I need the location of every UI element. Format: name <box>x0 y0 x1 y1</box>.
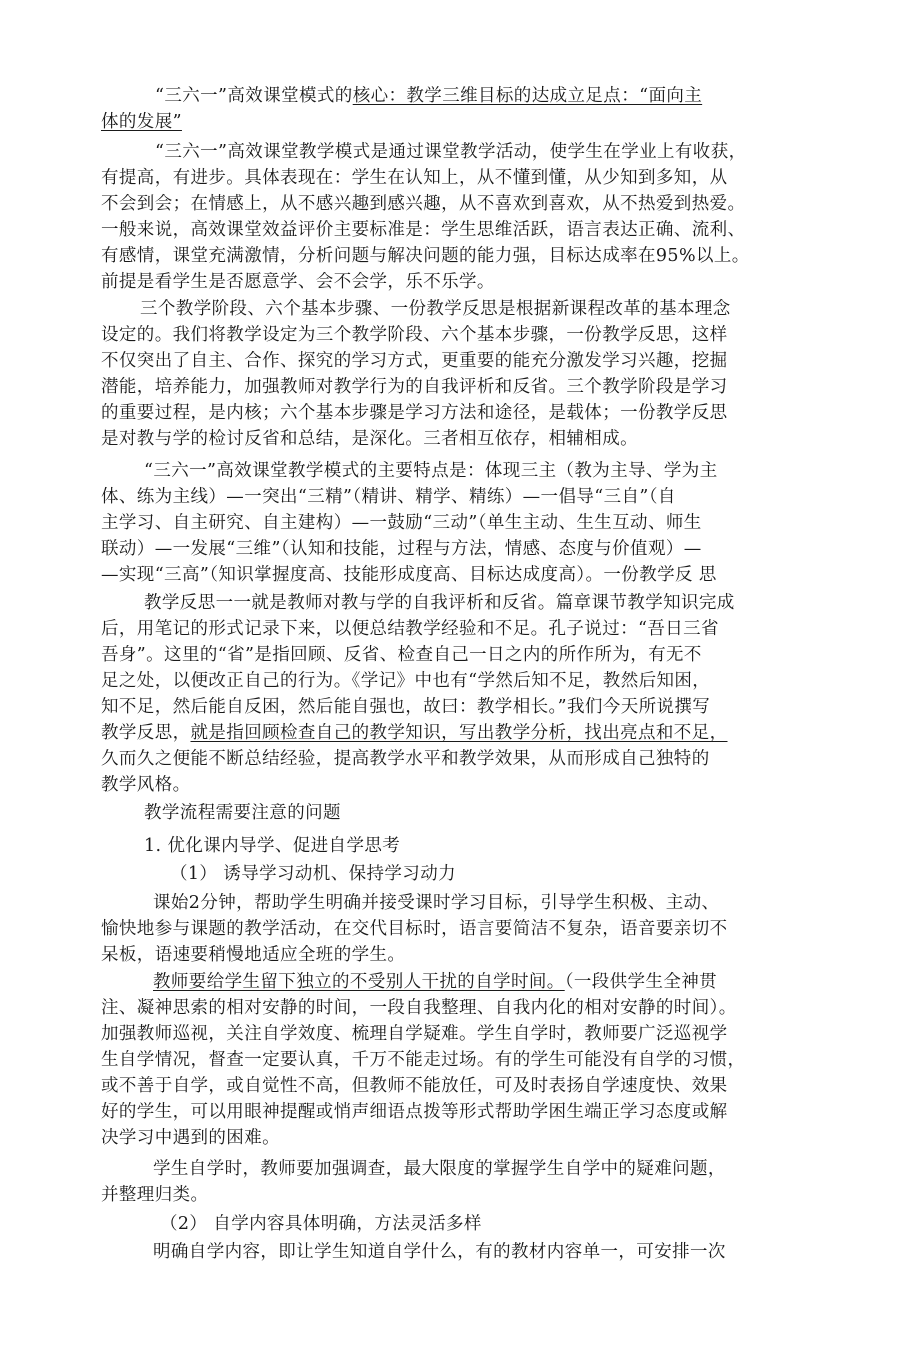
paragraph-line: 有感情，课堂充满激情，分析问题与解决问题的能力强，目标达成率在95%以上。 <box>101 246 750 266</box>
text-span: （一段供学生全神贯 <box>564 972 718 992</box>
paragraph-line: 吾身”。这里的“省”是指回顾、反省、检查自己一日之内的所作所为，有无不 <box>101 645 702 665</box>
paragraph-line: 愉快地参与课题的教学活动，在交代目标时，语言要简洁不复杂，语音要亲切不 <box>101 919 728 939</box>
paragraph-line: 联动）—一发展“三维”（认知和技能，过程与方法，情感、态度与价值观）— <box>101 539 702 559</box>
paragraph-line: 学生自学时，教师要加强调查，最大限度的掌握学生自学中的疑难问题， <box>153 1159 726 1179</box>
paragraph-line: “三六一”高效课堂教学模式是通过课堂教学活动，使学生在学业上有收获， <box>155 142 747 162</box>
title-part-plain: “三六一”高效课堂模式的 <box>155 86 353 106</box>
paragraph-line: 有提高，有进步。具体表现在：学生在认知上，从不懂到懂，从少知到多知，从 <box>101 168 728 188</box>
title-part-underlined: 核心：教学三维目标的达成立足点：“面向主 <box>352 86 703 106</box>
paragraph-line: 决学习中遇到的困难。 <box>101 1128 280 1148</box>
underlined-span: 教师要给学生留下独立的不受别人干扰的自学时间。 <box>153 972 565 992</box>
paragraph-line: 设定的。我们将教学设定为三个教学阶段、六个基本步骤，一份教学反思，这样 <box>101 325 728 345</box>
paragraph-line: 是对教与学的检讨反省和总结，是深化。三者相互依存，相辅相成。 <box>101 429 638 449</box>
paragraph-line: —实现“三高”（知识掌握度高、技能形成度高、目标达成度高）。一份教学反 思 <box>101 565 717 585</box>
paragraph-line: 主学习、自主研究、自主建构）—一鼓励“三动”（单生主动、生生互动、师生 <box>101 513 702 533</box>
paragraph-line: 课始2分钟，帮助学生明确并接受课时学习目标，引导学生积极、主动、 <box>153 893 720 913</box>
paragraph-line: 并整理归类。 <box>101 1185 209 1205</box>
paragraph-line: 不会到会；在情感上，从不感兴趣到感兴趣，从不喜欢到喜欢，从不热爱到热爱。 <box>101 194 746 214</box>
sub-subsection-heading: （1） 诱导学习动机、保持学习动力 <box>170 864 456 884</box>
underlined-span: 就是指回顾检查自己的教学知识，写出教学分析，找出亮点和不足， <box>190 723 728 743</box>
paragraph-line: 好的学生，可以用眼神提醒或悄声细语点拨等形式帮助学困生端正学习态度或解 <box>101 1102 728 1122</box>
paragraph-line: 不仅突出了自主、合作、探究的学习方式，更重要的能充分激发学习兴趣，挖掘 <box>101 351 728 371</box>
title-line-2: 体的发展” <box>101 112 182 132</box>
paragraph-line: 或不善于自学，或自觉性不高，但教师不能放任，可及时表扬自学速度快、效果 <box>101 1076 728 1096</box>
paragraph-line: 的重要过程，是内核；六个基本步骤是学习方法和途径，是载体；一份教学反思 <box>101 403 728 423</box>
paragraph-line: 足之处，以便改正自己的行为。《学记》中也有“学然后知不足，教然后知困， <box>101 671 711 691</box>
paragraph-line: 知不足，然后能自反困，然后能自强也，故曰：教学相长。”我们今天所说撰写 <box>101 697 711 717</box>
subsection-heading: 1. 优化课内导学、促进自学思考 <box>144 836 401 856</box>
paragraph-line-mixed <box>101 721 728 745</box>
paragraph-line: 久而久之便能不断总结经验，提高教学水平和教学效果，从而形成自己独特的 <box>101 749 710 769</box>
paragraph-line: 生自学情况，督查一定要认真，千万不能走过场。有的学生可能没有自学的习惯， <box>101 1050 746 1070</box>
paragraph-line-mixed <box>153 970 717 994</box>
sub-subsection-heading: （2） 自学内容具体明确，方法灵活多样 <box>160 1214 482 1234</box>
paragraph-line: 教学风格。 <box>101 775 191 795</box>
paragraph-line: 一般来说，高效课堂效益评价主要标准是：学生思维活跃，语言表达正确、流利、 <box>101 220 746 240</box>
paragraph-line: 加强教师巡视，关注自学效度、梳理自学疑难。学生自学时，教师要广泛巡视学 <box>101 1024 728 1044</box>
paragraph-line: 明确自学内容，即让学生知道自学什么，有的教材内容单一，可安排一次 <box>153 1242 726 1262</box>
paragraph-line: 呆板，语速要稍慢地适应全班的学生。 <box>101 945 406 965</box>
text-span: 教学反思， <box>101 723 191 743</box>
paragraph-line: 前提是看学生是否愿意学、会不会学，乐不乐学。 <box>101 272 495 292</box>
paragraph-line: “三六一”高效课堂教学模式的主要特点是：体现三主（教为主导、学为主 <box>144 461 718 481</box>
paragraph-line: 三个教学阶段、六个基本步骤、一份教学反思是根据新课程改革的基本理念 <box>140 299 731 319</box>
section-heading: 教学流程需要注意的问题 <box>144 803 341 823</box>
paragraph-line: 后，用笔记的形式记录下来，以便总结教学经验和不足。孔子说过：“吾日三省 <box>101 619 719 639</box>
paragraph-line: 教学反思一一就是教师对教与学的自我评析和反省。篇章课节教学知识完成 <box>144 593 735 613</box>
paragraph-line: 潜能，培养能力，加强教师对教学行为的自我评析和反省。三个教学阶段是学习 <box>101 377 728 397</box>
paragraph-line: 体、练为主线）—一突出“三精”（精讲、精学、精练）—一倡导“三自”（自 <box>101 487 676 507</box>
paragraph-line: 注、凝神思索的相对安静的时间，一段自我整理、自我内化的相对安静的时间）。 <box>101 998 737 1018</box>
title-line-1 <box>155 84 702 108</box>
